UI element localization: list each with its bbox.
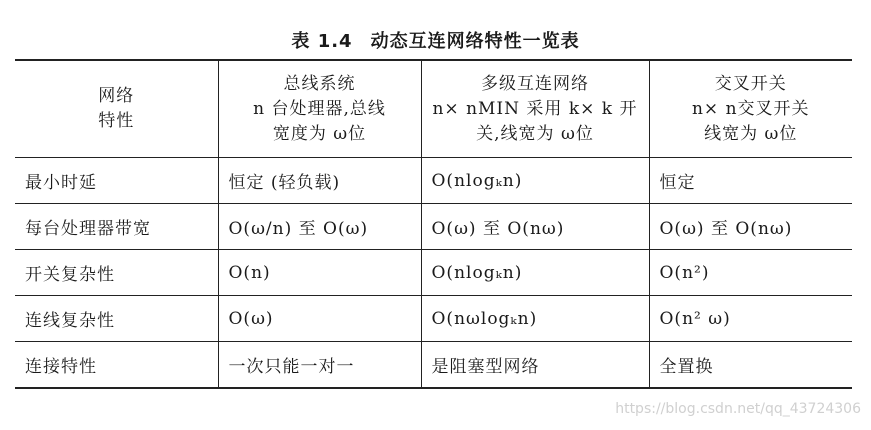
crossbar-cell: O(n² ω) bbox=[649, 296, 852, 342]
header-row bbox=[15, 60, 852, 158]
row-label: 连线复杂性 bbox=[15, 296, 218, 342]
table-row bbox=[15, 342, 852, 389]
header-cell-bus bbox=[218, 60, 421, 158]
bus-cell: O(ω) bbox=[218, 296, 421, 342]
bus-cell: 一次只能一对一 bbox=[218, 342, 421, 389]
watermark: https://blog.csdn.net/qq_43724306 bbox=[615, 401, 861, 417]
table-number: 表 1.4 bbox=[291, 31, 353, 52]
multistage-cell: O(nωlogₖn) bbox=[421, 296, 649, 342]
header-cell-crossbar bbox=[649, 60, 852, 158]
header-line: n 台处理器,总线 bbox=[253, 98, 386, 119]
header-line: n× n交叉开关 bbox=[691, 98, 810, 119]
row-label: 连接特性 bbox=[15, 342, 218, 389]
header-cell-multistage bbox=[421, 60, 649, 158]
header-line: 总线系统 bbox=[283, 73, 356, 94]
characteristics-table bbox=[15, 59, 852, 389]
header-line: n× nMIN 采用 k× k 开 bbox=[432, 98, 638, 119]
header-line: 宽度为 ω位 bbox=[272, 123, 367, 144]
crossbar-cell: 恒定 bbox=[649, 158, 852, 204]
crossbar-cell: 全置换 bbox=[649, 342, 852, 389]
header-line: 线宽为 ω位 bbox=[704, 123, 798, 144]
table-row bbox=[15, 204, 852, 250]
bus-cell: O(ω/n) 至 O(ω) bbox=[218, 204, 421, 250]
multistage-cell: 是阻塞型网络 bbox=[421, 342, 649, 389]
bus-cell: O(n) bbox=[218, 250, 421, 296]
row-label: 最小时延 bbox=[15, 158, 218, 204]
header-cell-characteristic bbox=[15, 60, 218, 158]
row-label: 每台处理器带宽 bbox=[15, 204, 218, 250]
table-row bbox=[15, 296, 852, 342]
row-label: 开关复杂性 bbox=[15, 250, 218, 296]
table-caption bbox=[0, 27, 871, 53]
multistage-cell: O(nlogₖn) bbox=[421, 250, 649, 296]
crossbar-cell: O(n²) bbox=[649, 250, 852, 296]
multistage-cell: O(nlogₖn) bbox=[421, 158, 649, 204]
header-line: 关,线宽为 ω位 bbox=[476, 123, 594, 144]
bus-cell: 恒定 (轻负载) bbox=[218, 158, 421, 204]
table-row bbox=[15, 250, 852, 296]
header-line: 交叉开关 bbox=[714, 73, 787, 94]
multistage-cell: O(ω) 至 O(nω) bbox=[421, 204, 649, 250]
crossbar-cell: O(ω) 至 O(nω) bbox=[649, 204, 852, 250]
header-line: 特性 bbox=[98, 111, 135, 131]
table-title: 动态互连网络特性一览表 bbox=[370, 31, 580, 52]
header-line: 多级互连网络 bbox=[481, 73, 589, 94]
table-row bbox=[15, 158, 852, 204]
header-line: 网络 bbox=[98, 86, 135, 106]
